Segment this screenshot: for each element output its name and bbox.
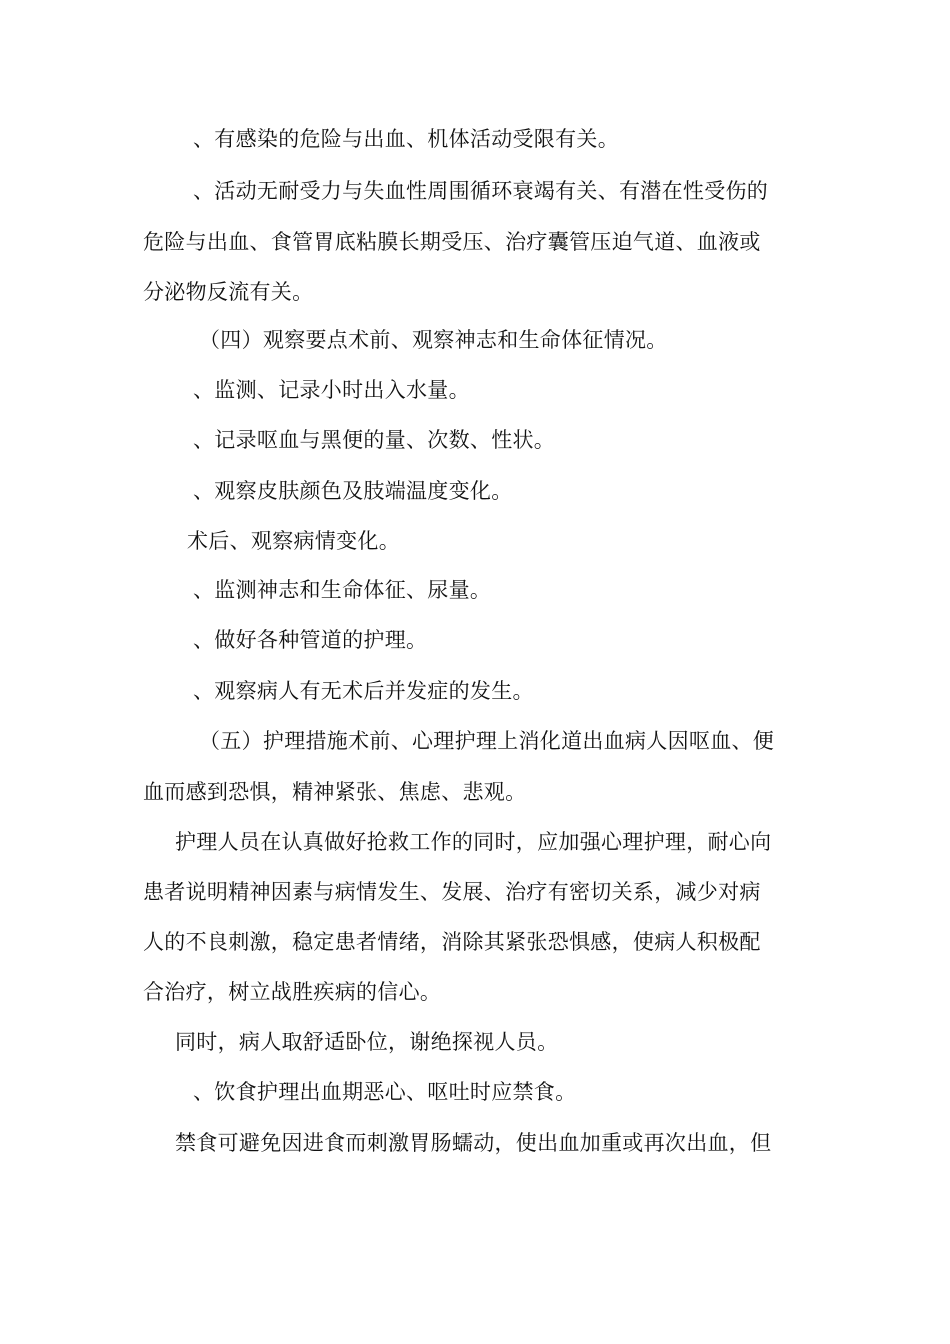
section-heading: （四）观察要点术前、观察神志和生命体征情况。 bbox=[199, 328, 668, 352]
text-line: 、监测神志和生命体征、尿量。 bbox=[193, 578, 492, 602]
text-line: 同时，病人取舒适卧位，谢绝探视人员。 bbox=[175, 1030, 559, 1054]
text-line: 人的不良刺激，稳定患者情绪，消除其紧张恐惧感，使病人积极配 bbox=[143, 930, 761, 954]
text-line: 、观察皮肤颜色及肢端温度变化。 bbox=[193, 479, 513, 503]
text-line: 分泌物反流有关。 bbox=[143, 280, 314, 304]
text-line: 合治疗，树立战胜疾病的信心。 bbox=[143, 980, 442, 1004]
text-line: 术后、观察病情变化。 bbox=[187, 529, 400, 553]
text-line: 、饮食护理出血期恶心、呕吐时应禁食。 bbox=[193, 1080, 577, 1104]
section-heading: （五）护理措施术前、心理护理上消化道出血病人因呕血、便 bbox=[199, 729, 775, 753]
text-line: 、观察病人有无术后并发症的发生。 bbox=[193, 679, 534, 703]
text-line: 、有感染的危险与出血、机体活动受限有关。 bbox=[193, 127, 619, 151]
text-line: 血而感到恐惧，精神紧张、焦虑、悲观。 bbox=[143, 780, 527, 804]
text-line: 患者说明精神因素与病情发生、发展、治疗有密切关系，减少对病 bbox=[143, 880, 761, 904]
text-line: 、活动无耐受力与失血性周围循环衰竭有关、有潜在性受伤的 bbox=[193, 179, 769, 203]
text-line: 禁食可避免因进食而刺激胃肠蠕动，使出血加重或再次出血，但 bbox=[175, 1131, 772, 1155]
text-line: 护理人员在认真做好抢救工作的同时，应加强心理护理，耐心向 bbox=[175, 830, 772, 854]
text-line: 危险与出血、食管胃底粘膜长期受压、治疗囊管压迫气道、血液或 bbox=[143, 230, 761, 254]
text-line: 、记录呕血与黑便的量、次数、性状。 bbox=[193, 428, 556, 452]
text-line: 、监测、记录小时出入水量。 bbox=[193, 378, 470, 402]
text-line: 、做好各种管道的护理。 bbox=[193, 628, 428, 652]
